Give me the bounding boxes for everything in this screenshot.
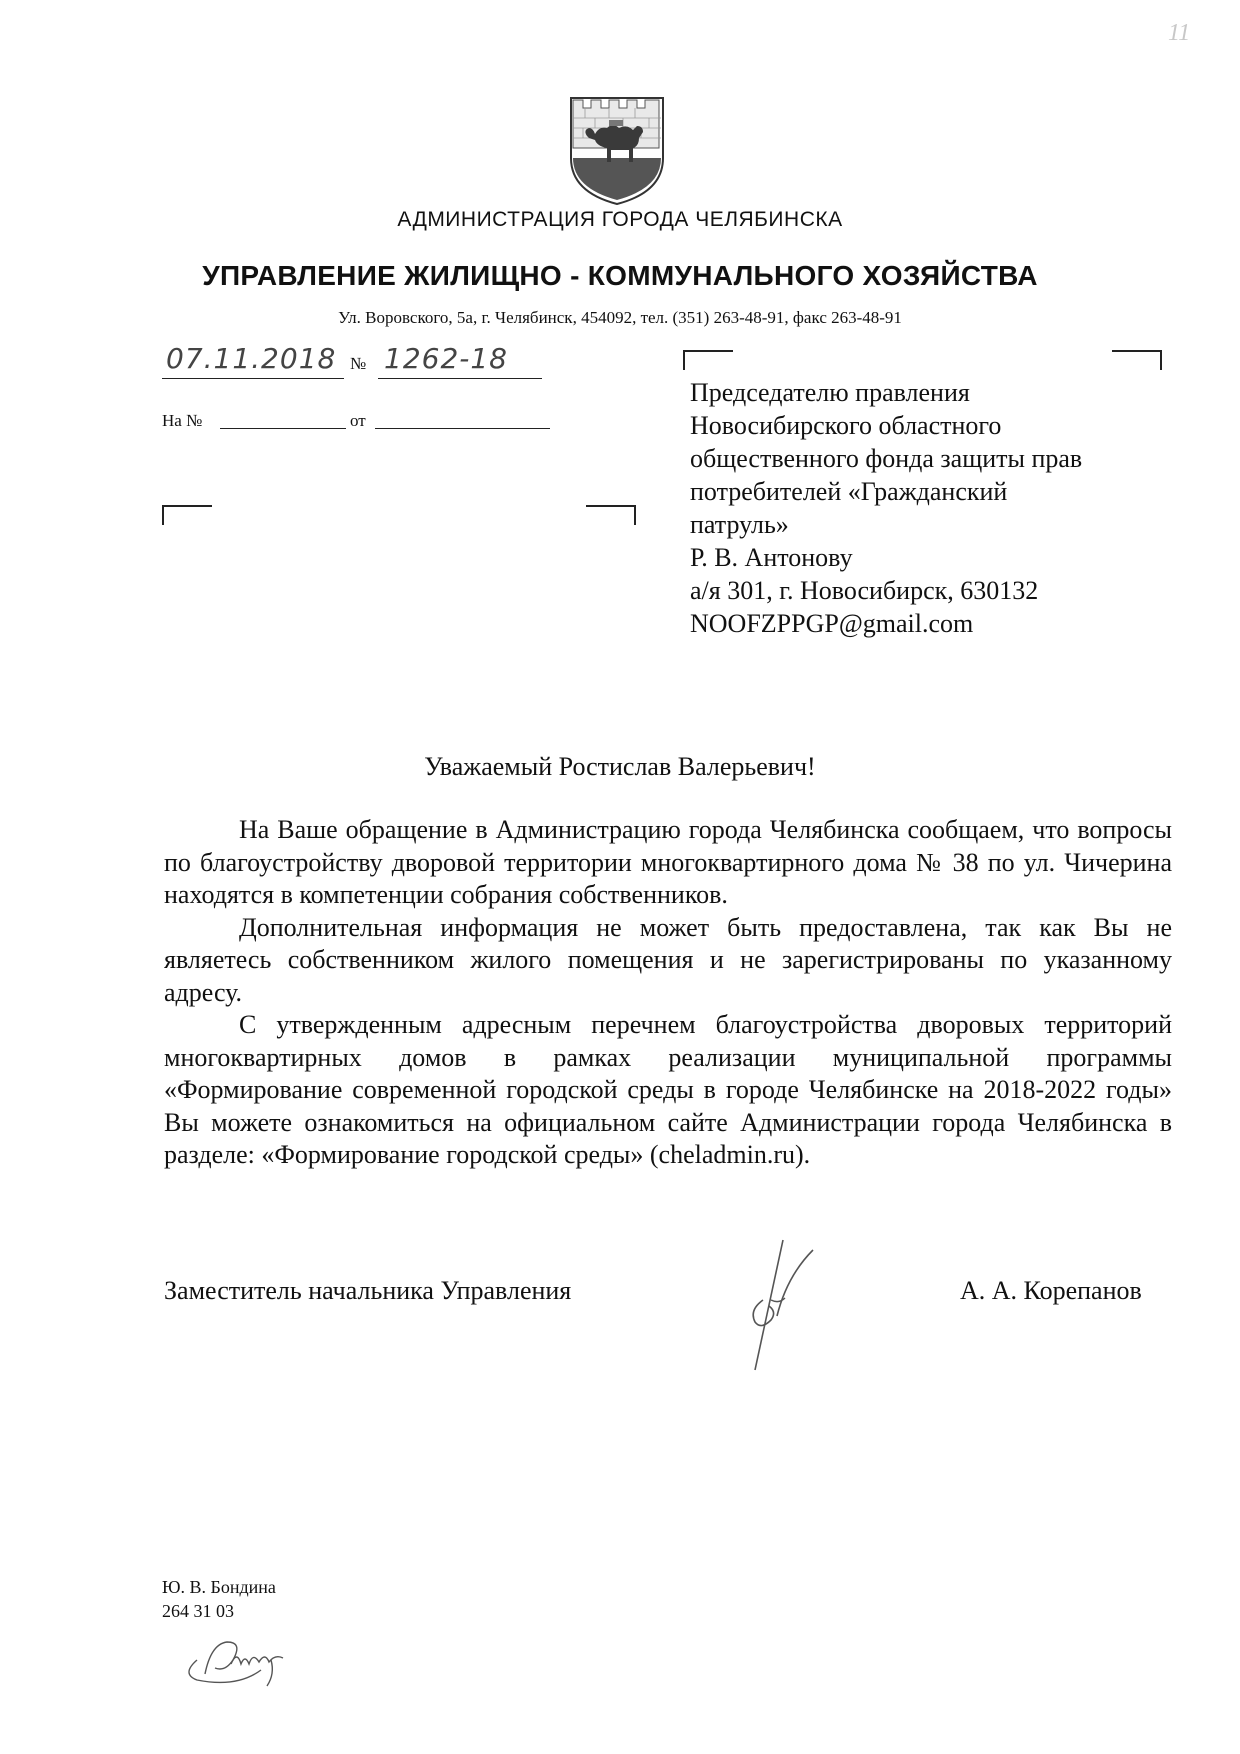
body-paragraph: Дополнительная информация не может быть предоставлена, так как Вы не являетесь собственником жилого помещения и не зарегистрированы по указанному адресу. [164, 912, 1172, 1007]
outgoing-number-label: № [350, 354, 367, 373]
coat-of-arms-icon [565, 92, 669, 208]
corner-bracket-right [586, 505, 636, 525]
administration-name: АДМИНИСТРАЦИЯ ГОРОДА ЧЕЛЯБИНСКА [397, 208, 843, 231]
greeting: Уважаемый Ростислав Валерьевич! [424, 752, 816, 781]
recipient-email: NOOFZPPGP@gmail.com [690, 609, 974, 638]
outgoing-number-line [378, 378, 542, 379]
signer-title: Заместитель начальника Управления [164, 1276, 572, 1305]
executor-name: Ю. В. Бондина [162, 1577, 276, 1597]
department-address: Ул. Воровского, 5а, г. Челябинск, 454092, тел. (351) 263-48-91, факс 263-48-91 [338, 308, 902, 327]
corner-bracket-left [162, 505, 212, 525]
department-name: УПРАВЛЕНИЕ ЖИЛИЩНО - КОММУНАЛЬНОГО ХОЗЯЙСТВА [202, 260, 1038, 291]
reply-number-label: На № [162, 411, 203, 430]
recipient-line: Председателю правления [690, 378, 970, 407]
recipient-line: Р. В. Антонову [690, 543, 853, 572]
recipient-bracket-right [1112, 350, 1162, 370]
body-paragraph: С утвержденным адресным перечнем благоустройства дворовых территорий многоквартирных домов в рамках реализации муниципальной программы «Формирование современной городской среды в городе Челябинске на 2018-2022 годы» Вы можете ознакомиться на официальном сайте Администрации города Челябинска в разделе: «Формирование городской среды» (cheladmin.ru). [164, 1010, 1172, 1169]
recipient-line: общественного фонда защиты прав [690, 444, 1083, 473]
executor-block [162, 1575, 276, 1623]
letter-body [164, 814, 1172, 1172]
recipient-line: патруль» [690, 510, 789, 539]
reply-from-label: от [350, 411, 366, 430]
executor-signature-icon [175, 1630, 305, 1695]
page-corner-mark: 11 [1168, 20, 1191, 46]
recipient-bracket-left [683, 350, 733, 370]
signature-icon [715, 1230, 825, 1380]
recipient-block [690, 376, 1150, 640]
reply-date-line [375, 428, 550, 429]
recipient-line: потребителей «Гражданский [690, 477, 1008, 506]
signer-name: А. А. Корепанов [960, 1276, 1142, 1305]
recipient-line: Новосибирского областного [690, 411, 1002, 440]
executor-phone: 264 31 03 [162, 1601, 234, 1621]
recipient-line: а/я 301, г. Новосибирск, 630132 [690, 576, 1039, 605]
body-paragraph: На Ваше обращение в Администрацию города Челябинска сообщаем, что вопросы по благоустройству дворовой территории многоквартирного дома № 38 по ул. Чичерина находятся в компетенции собрания собственников. [164, 815, 1172, 909]
outgoing-number: 1262-18 [384, 342, 508, 375]
outgoing-date: 07.11.2018 [166, 342, 337, 375]
reply-number-line [220, 428, 346, 429]
